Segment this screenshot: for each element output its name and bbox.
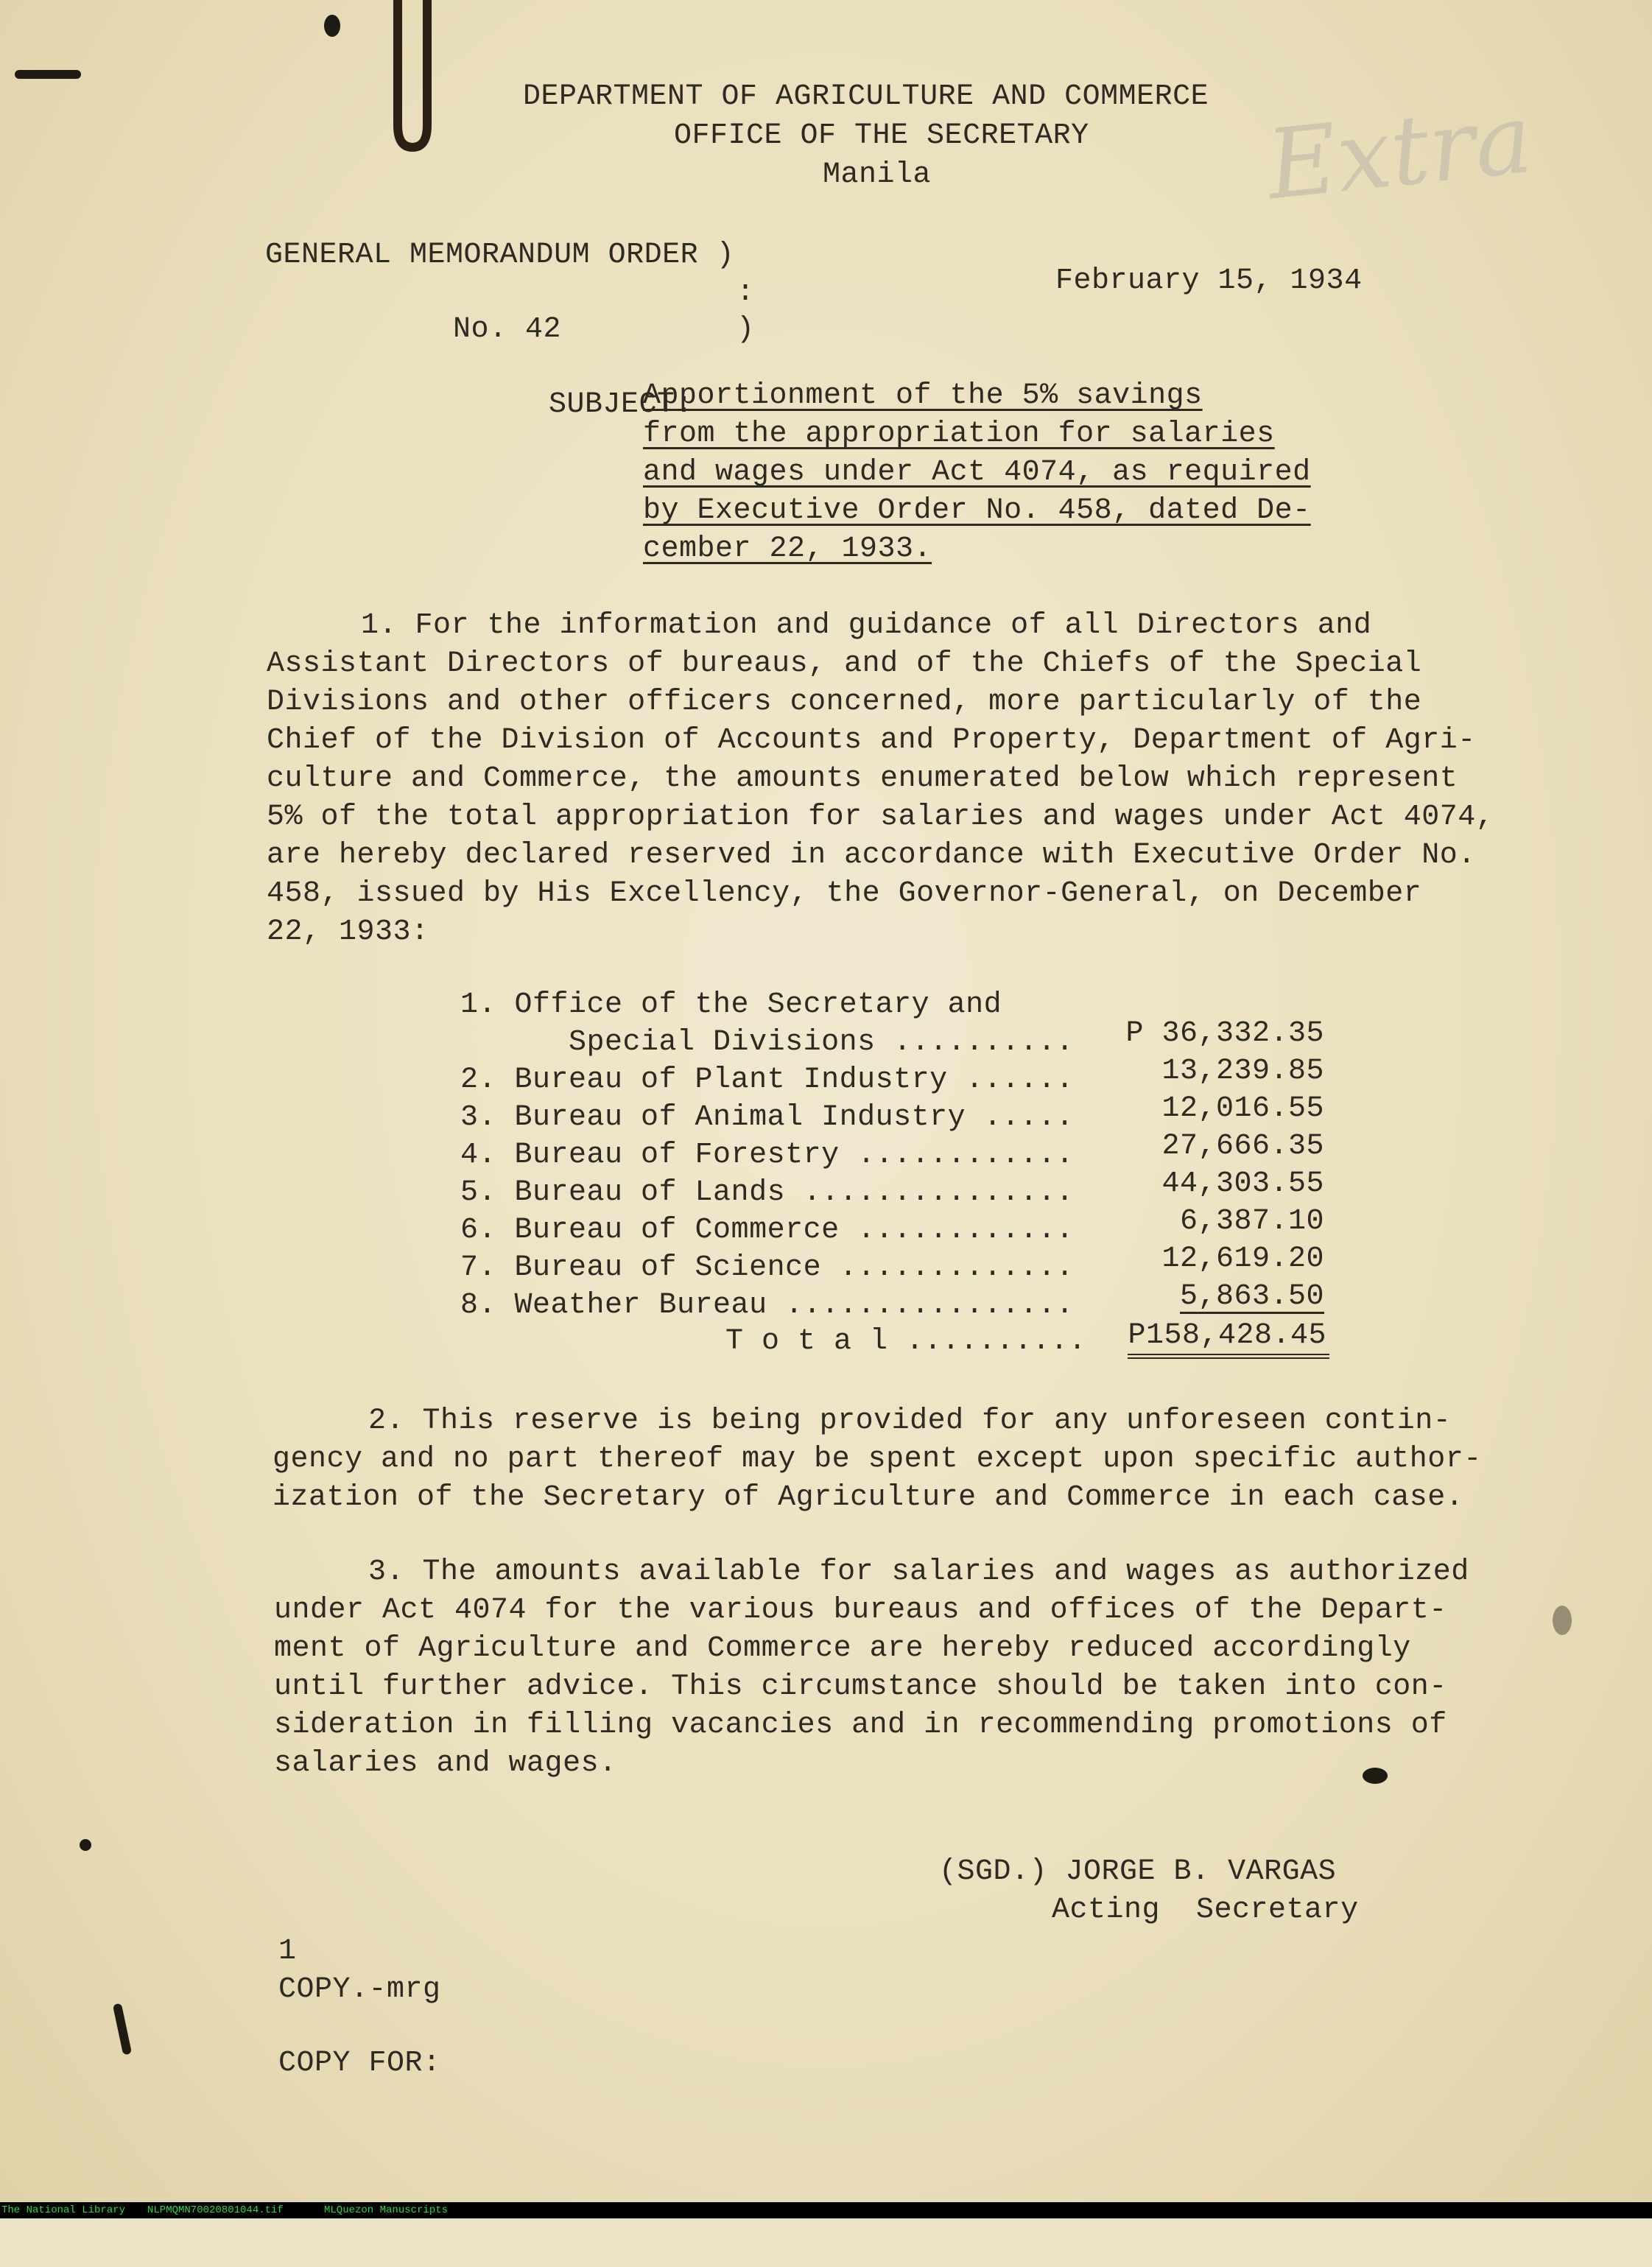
copy-note: COPY.-mrg — [278, 1973, 441, 2006]
table-total-label: T o t a l .......... — [725, 1325, 1087, 1358]
table-row-label: 4. Bureau of Forestry ............ — [460, 1139, 1075, 1172]
ink-blot — [1363, 1768, 1388, 1784]
order-colon: : — [737, 276, 755, 309]
table-row-label: 1. Office of the Secretary and — [460, 988, 1002, 1022]
table-row-amount: 44,303.55 — [1161, 1167, 1324, 1201]
office-heading: OFFICE OF THE SECRETARY — [674, 119, 1089, 152]
paragraph-2-line: ization of the Secretary of Agriculture and Commerce in each case. — [273, 1481, 1464, 1514]
paragraph-1-line: Assistant Directors of bureaus, and of the Chiefs of the Special — [267, 647, 1422, 681]
table-row-label: 3. Bureau of Animal Industry ..... — [460, 1101, 1075, 1134]
location-heading: Manila — [823, 158, 932, 191]
table-row-label: 7. Bureau of Science ............. — [460, 1251, 1075, 1284]
paragraph-1-line: 1. For the information and guidance of all Directors and — [361, 609, 1372, 642]
paragraph-3-line: ment of Agriculture and Commerce are hereby reduced accordingly — [274, 1632, 1411, 1665]
table-row-amount: 12,016.55 — [1161, 1092, 1324, 1125]
ink-blot — [80, 1839, 91, 1851]
table-total-amount: P158,428.45 — [1128, 1321, 1329, 1359]
table-row-label: 5. Bureau of Lands ............... — [460, 1176, 1075, 1209]
copy-count: 1 — [278, 1935, 297, 1968]
paragraph-3-line: 3. The amounts available for salaries and wages as authorized — [368, 1556, 1469, 1589]
handwritten-note: Extra — [1262, 82, 1538, 222]
paragraph-1-line: are hereby declared reserved in accordance with Executive Order No. — [267, 839, 1476, 872]
order-paren: ) — [737, 313, 755, 346]
order-date: February 15, 1934 — [1055, 264, 1363, 298]
subject-line: cember 22, 1933. — [643, 533, 932, 566]
subject-line: from the appropriation for salaries — [643, 418, 1275, 451]
subject-line: and wages under Act 4074, as required — [643, 456, 1311, 489]
table-row-amount: 5,863.50 — [1179, 1280, 1324, 1313]
subject-line: Apportionment of the 5% savings — [643, 379, 1203, 412]
paragraph-3-line: salaries and wages. — [274, 1747, 617, 1780]
order-label: GENERAL MEMORANDUM ORDER ) — [265, 239, 735, 272]
paragraph-1-line: Chief of the Division of Accounts and Property, Department of Agri- — [267, 724, 1476, 757]
department-heading: DEPARTMENT OF AGRICULTURE AND COMMERCE — [523, 80, 1209, 113]
table-row-amount: 13,239.85 — [1161, 1055, 1324, 1088]
paragraph-3-line: until further advice. This circumstance should be taken into con- — [274, 1670, 1447, 1704]
table-row-label: 2. Bureau of Plant Industry ...... — [460, 1064, 1075, 1097]
paragraph-2-line: 2. This reserve is being provided for any unforeseen contin- — [368, 1405, 1452, 1438]
paper-clip-icon — [383, 0, 442, 155]
paragraph-1-line: 5% of the total appropriation for salaries and wages under Act 4074, — [267, 801, 1494, 834]
table-row-amount: 6,387.10 — [1179, 1205, 1324, 1238]
footer-library: The National Library — [1, 2204, 126, 2216]
order-number: No. 42 — [453, 313, 562, 346]
table-row-amount: 27,666.35 — [1161, 1130, 1324, 1163]
paragraph-1-line: 22, 1933: — [267, 915, 429, 949]
ink-blot — [15, 70, 81, 79]
ink-blot — [113, 2003, 132, 2056]
table-row-label: Special Divisions .......... — [460, 1026, 1075, 1059]
signature-title: Acting Secretary — [1052, 1894, 1359, 1927]
footer-filename: NLPMQMN70020801044.tif — [147, 2204, 284, 2216]
copy-for: COPY FOR: — [278, 2047, 441, 2080]
table-row-amount: 12,619.20 — [1161, 1243, 1324, 1276]
ink-blot — [1553, 1606, 1572, 1635]
paragraph-3-line: under Act 4074 for the various bureaus and offices of the Depart- — [274, 1594, 1447, 1627]
signature-name: (SGD.) JORGE B. VARGAS — [939, 1855, 1337, 1888]
scan-footer — [0, 2202, 1652, 2218]
subject-label: SUBJECT: — [549, 388, 694, 421]
table-row-label: 8. Weather Bureau ................ — [460, 1289, 1075, 1322]
ink-blot — [324, 15, 340, 37]
footer-collection: MLQuezon Manuscripts — [324, 2204, 449, 2216]
paragraph-3-line: sideration in filling vacancies and in recommending promotions of — [274, 1709, 1447, 1742]
table-row-label: 6. Bureau of Commerce ............ — [460, 1214, 1075, 1247]
table-row-amount: P 36,332.35 — [1125, 1017, 1324, 1050]
paragraph-1-line: Divisions and other officers concerned, more particularly of the — [267, 686, 1422, 719]
paragraph-1-line: culture and Commerce, the amounts enumerated below which represent — [267, 762, 1458, 795]
paragraph-2-line: gency and no part thereof may be spent except upon specific author- — [273, 1443, 1482, 1476]
subject-line: by Executive Order No. 458, dated De- — [643, 494, 1311, 527]
paragraph-1-line: 458, issued by His Excellency, the Governor-General, on December — [267, 877, 1422, 910]
